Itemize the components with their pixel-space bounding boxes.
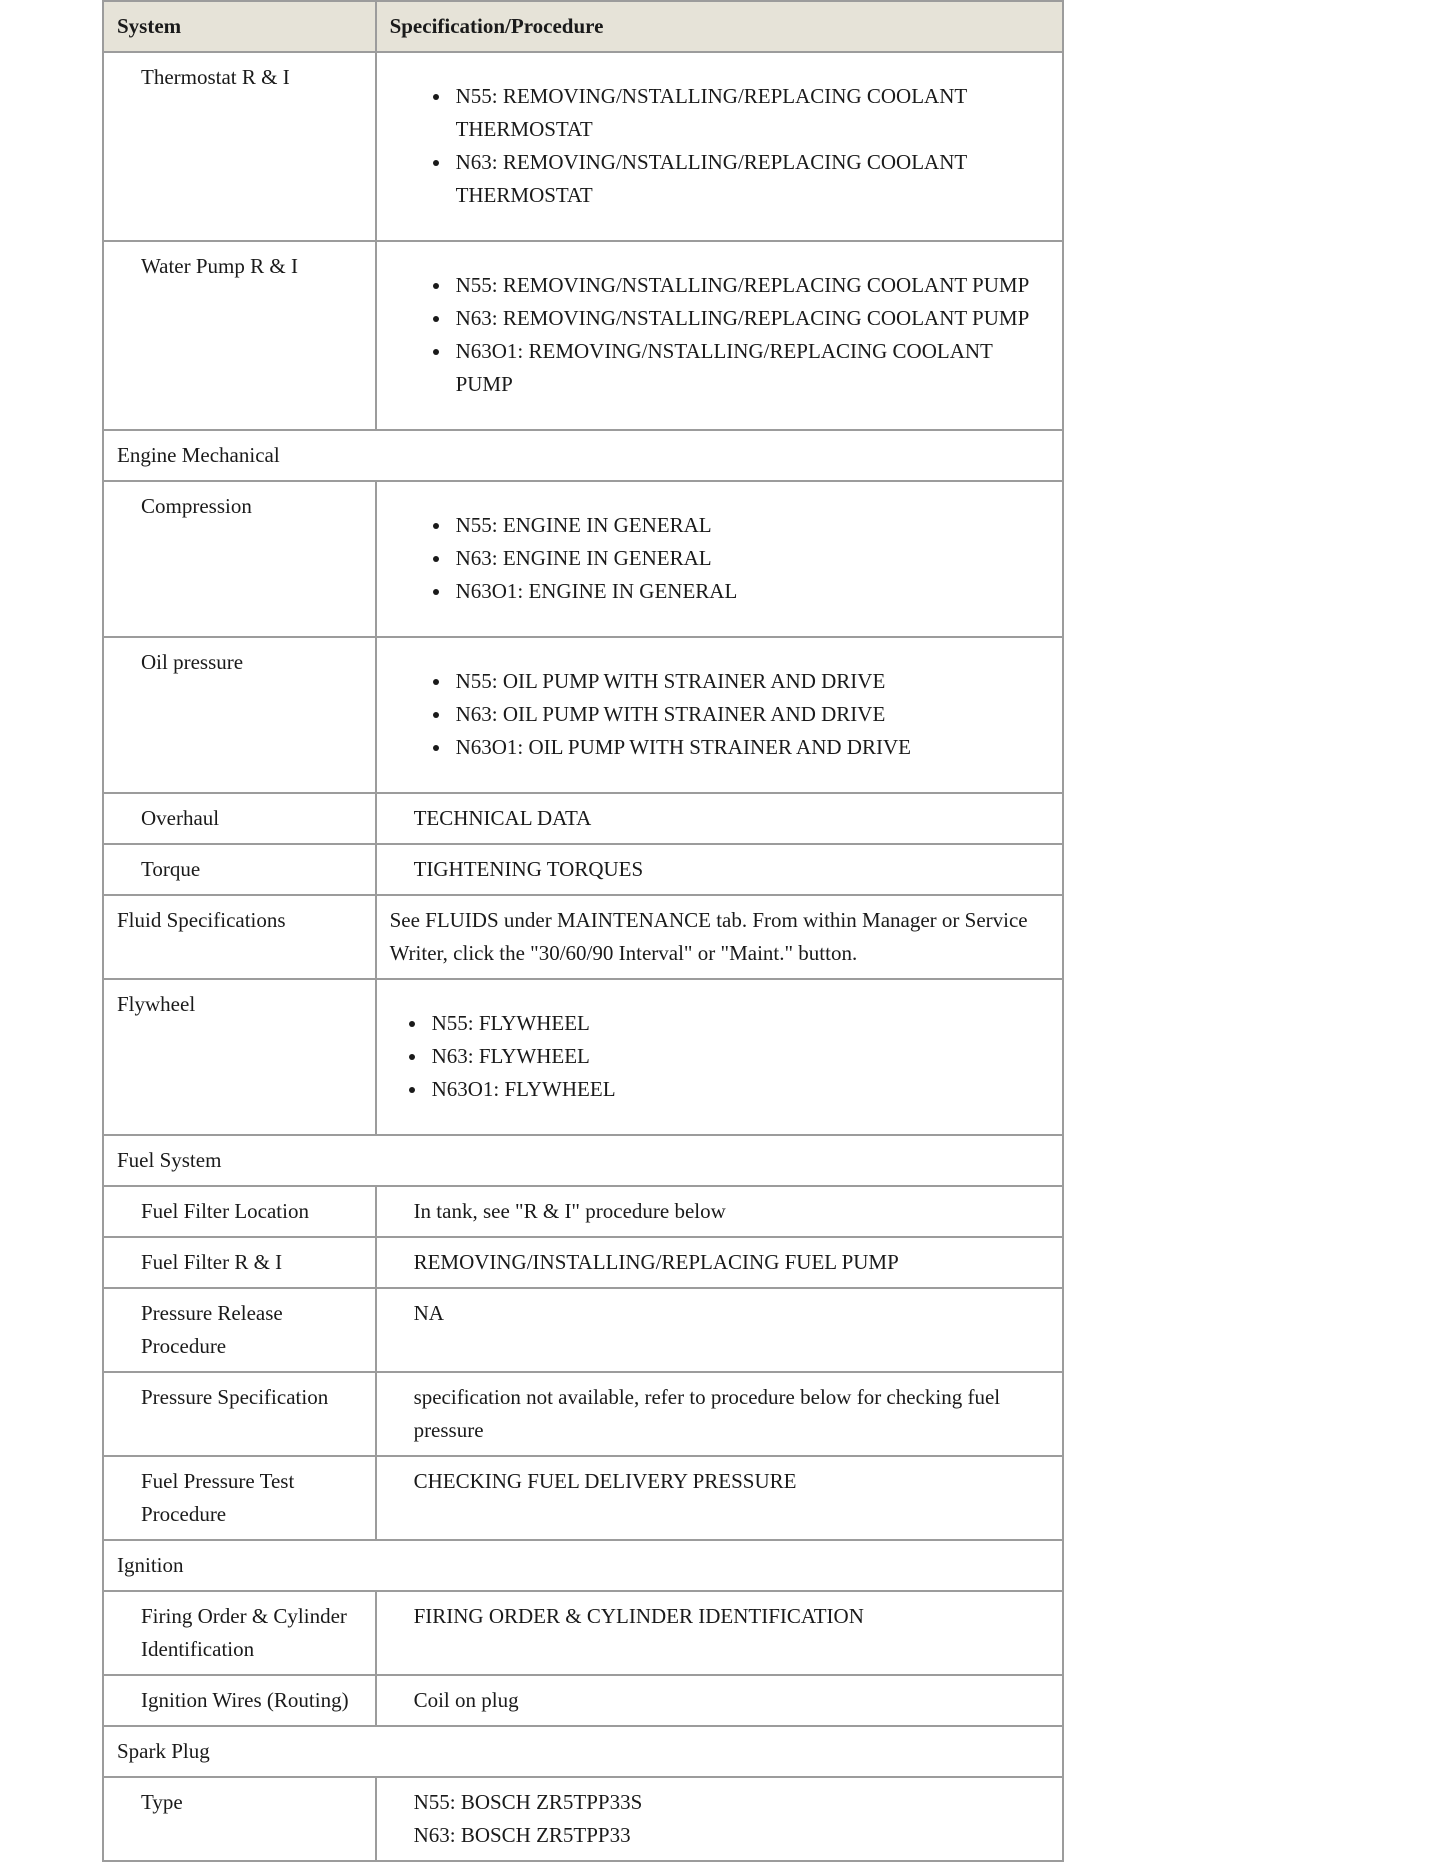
system-label: Type (103, 1777, 376, 1861)
section-heading-fuel-system: Fuel System (103, 1135, 1063, 1186)
procedure-list (390, 1007, 1050, 1106)
procedure-link[interactable]: • N63: ENGINE IN GENERAL (452, 542, 1050, 575)
system-label: Fuel Pressure Test Procedure (103, 1456, 376, 1540)
system-label: Water Pump R & I (103, 241, 376, 430)
spec-text: Coil on plug (376, 1675, 1063, 1726)
section-heading-ignition: Ignition (103, 1540, 1063, 1591)
procedure-link[interactable]: • N63O1: FLYWHEEL (428, 1073, 1050, 1106)
system-label: Fluid Specifications (103, 895, 376, 979)
system-label: Fuel Filter Location (103, 1186, 376, 1237)
procedure-link[interactable]: TECHNICAL DATA (376, 793, 1063, 844)
table-row (103, 844, 1063, 895)
procedure-link[interactable]: • N63O1: REMOVING/NSTALLING/REPLACING COOLANT PUMP (452, 335, 1050, 401)
system-label: Pressure Release Procedure (103, 1288, 376, 1372)
spec-cell (376, 637, 1063, 793)
section-heading-engine-mechanical: Engine Mechanical (103, 430, 1063, 481)
procedure-link[interactable]: • N63O1: ENGINE IN GENERAL (452, 575, 1050, 608)
procedure-list (390, 665, 1050, 764)
spec-text: In tank, see "R & I" procedure below (376, 1186, 1063, 1237)
procedure-link[interactable]: • N55: ENGINE IN GENERAL (452, 509, 1050, 542)
procedure-link[interactable]: • N63: FLYWHEEL (428, 1040, 1050, 1073)
procedure-link[interactable]: TIGHTENING TORQUES (376, 844, 1063, 895)
section-row (103, 1540, 1063, 1591)
procedure-link[interactable]: CHECKING FUEL DELIVERY PRESSURE (376, 1456, 1063, 1540)
system-label: Pressure Specification (103, 1372, 376, 1456)
spark-plug-type: N63: BOSCH ZR5TPP33 (413, 1823, 631, 1847)
system-label: Fuel Filter R & I (103, 1237, 376, 1288)
specification-table (102, 0, 1064, 1862)
procedure-list (390, 509, 1050, 608)
table-row (103, 979, 1063, 1135)
spark-plug-type: N55: BOSCH ZR5TPP33S (413, 1790, 643, 1814)
procedure-link[interactable]: • N55: REMOVING/NSTALLING/REPLACING COOLANT PUMP (452, 269, 1050, 302)
table-row (103, 637, 1063, 793)
spec-text: NA (376, 1288, 1063, 1372)
system-label: Firing Order & Cylinder Identification (103, 1591, 376, 1675)
table-row (103, 1372, 1063, 1456)
spec-cell (376, 52, 1063, 241)
system-label: Ignition Wires (Routing) (103, 1675, 376, 1726)
procedure-link[interactable]: FIRING ORDER & CYLINDER IDENTIFICATION (376, 1591, 1063, 1675)
header-system: System (103, 1, 376, 52)
spec-cell (376, 481, 1063, 637)
section-row (103, 1135, 1063, 1186)
table-row (103, 1456, 1063, 1540)
spec-cell (376, 241, 1063, 430)
header-spec: Specification/Procedure (376, 1, 1063, 52)
system-label: Thermostat R & I (103, 52, 376, 241)
spec-cell (376, 979, 1063, 1135)
procedure-link[interactable]: • N55: OIL PUMP WITH STRAINER AND DRIVE (452, 665, 1050, 698)
table-row (103, 241, 1063, 430)
procedure-link[interactable]: • N63: REMOVING/NSTALLING/REPLACING COOLANT THERMOSTAT (452, 146, 1050, 212)
procedure-link[interactable]: • N55: FLYWHEEL (428, 1007, 1050, 1040)
procedure-list (390, 269, 1050, 401)
procedure-link[interactable]: • N63: REMOVING/NSTALLING/REPLACING COOLANT PUMP (452, 302, 1050, 335)
table-row (103, 895, 1063, 979)
table-row (103, 1288, 1063, 1372)
section-row (103, 430, 1063, 481)
system-label: Flywheel (103, 979, 376, 1135)
table-row (103, 52, 1063, 241)
table-body (103, 52, 1063, 1861)
procedure-link[interactable]: REMOVING/INSTALLING/REPLACING FUEL PUMP (376, 1237, 1063, 1288)
table-row (103, 1591, 1063, 1675)
system-label: Torque (103, 844, 376, 895)
table-row (103, 793, 1063, 844)
procedure-link[interactable]: • N55: REMOVING/NSTALLING/REPLACING COOLANT THERMOSTAT (452, 80, 1050, 146)
table-row (103, 481, 1063, 637)
table-header-row (103, 1, 1063, 52)
procedure-link[interactable]: • N63: OIL PUMP WITH STRAINER AND DRIVE (452, 698, 1050, 731)
table-row (103, 1675, 1063, 1726)
table-row (103, 1777, 1063, 1861)
procedure-list (390, 80, 1050, 212)
spec-text: See FLUIDS under MAINTENANCE tab. From within Manager or Service Writer, click the "30/60/90 Interval" or "Maint." button. (376, 895, 1063, 979)
system-label: Compression (103, 481, 376, 637)
table-row (103, 1186, 1063, 1237)
procedure-link[interactable]: • N63O1: OIL PUMP WITH STRAINER AND DRIVE (452, 731, 1050, 764)
section-row (103, 1726, 1063, 1777)
spec-text: specification not available, refer to procedure below for checking fuel pressure (376, 1372, 1063, 1456)
table-row (103, 1237, 1063, 1288)
spec-cell (376, 1777, 1063, 1861)
system-label: Oil pressure (103, 637, 376, 793)
system-label: Overhaul (103, 793, 376, 844)
section-heading-spark-plug: Spark Plug (103, 1726, 1063, 1777)
